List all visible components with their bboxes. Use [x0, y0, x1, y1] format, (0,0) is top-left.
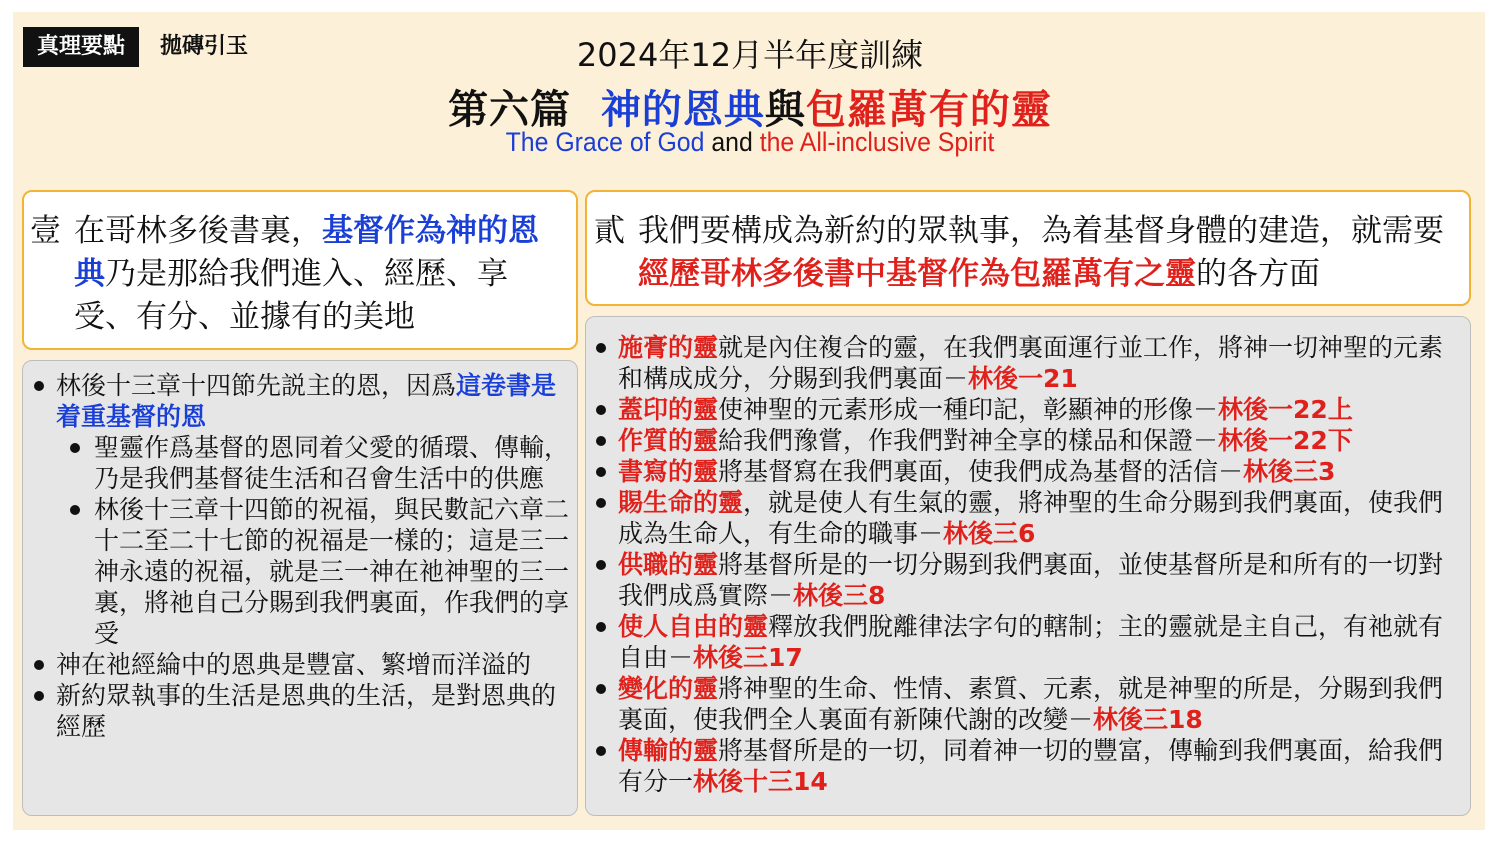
- right-heading-red: 經歷哥林多後書中基督作為包羅萬有之靈: [638, 256, 1196, 292]
- list-item: 林後十三章十四節先説主的恩，因爲這卷書是着重基督的恩: [30, 370, 575, 432]
- bullet-icon: [70, 505, 80, 515]
- right-heading-text: [638, 210, 1464, 296]
- title-red: 包羅萬有的靈: [805, 87, 1052, 133]
- bullet-icon: [596, 343, 606, 353]
- left-points-list: [30, 370, 575, 742]
- section-label: 拋磚引玉: [160, 34, 249, 59]
- list-item: 林後十三章十四節的祝福，與民數記六章二十二至二十七節的祝福是一樣的；這是三一神永遠的祝福，就是三一神在祂神聖的三一裏，將祂自己分賜到我們裏面，作我們的享受: [30, 494, 575, 649]
- list-item: 變化的靈將神聖的生命、性情、素質、元素，就是神聖的所是，分賜到我們裏面，使我們全人裏面有新陳代謝的改變－林後三18: [590, 673, 1465, 735]
- right-heading-b: 的各方面: [1196, 256, 1320, 292]
- right-heading-a: 我們要構成為新約的眾執事，為着基督身體的建造，就需要: [638, 213, 1444, 249]
- list-item: 賜生命的靈，就是使人有生氣的靈，將神聖的生命分賜到我們裏面，使我們成為生命人，有生命的職事－林後三6: [590, 487, 1465, 549]
- bullet-icon: [596, 746, 606, 756]
- list-item: 書寫的靈將基督寫在我們裏面，使我們成為基督的活信－林後三3: [590, 456, 1465, 487]
- english-title: [60, 127, 1440, 158]
- bullet-icon: [34, 381, 44, 391]
- english-title-blue: The Grace of God: [505, 127, 705, 157]
- left-heading-b: 乃是那給我們進入、經歷、享受、有分、並據有的美地: [74, 256, 508, 335]
- bullet-icon: [596, 498, 606, 508]
- right-heading-number: 貳: [594, 213, 625, 249]
- list-item: 作質的靈給我們豫嘗，作我們對神全享的樣品和保證－林後一22下: [590, 425, 1465, 456]
- english-title-red: the All-inclusive Spirit: [759, 127, 995, 157]
- list-item: 聖靈作爲基督的恩同着父愛的循環、傳輸，乃是我們基督徒生活和召會生活中的供應: [30, 432, 575, 494]
- list-item: 神在祂經綸中的恩典是豐富、繁增而洋溢的: [30, 649, 575, 680]
- bullet-icon: [596, 467, 606, 477]
- bullet-icon: [596, 622, 606, 632]
- right-points-list: [590, 332, 1465, 797]
- truth-points-badge: 真理要點: [23, 27, 139, 67]
- list-item: 供職的靈將基督所是的一切分賜到我們裏面，並使基督所是和所有的一切對我們成爲實際－林後三8: [590, 549, 1465, 611]
- english-title-mid: and: [704, 127, 760, 157]
- bullet-icon: [596, 436, 606, 446]
- bullet-icon: [596, 560, 606, 570]
- list-item: 施膏的靈就是內住複合的靈，在我們裏面運行並工作，將神一切神聖的元素和構成成分，分賜到我們裏面－林後一21: [590, 332, 1465, 394]
- left-heading-blue: 基督作為神的恩典: [74, 213, 539, 292]
- title-mid: 與: [764, 87, 806, 133]
- bullet-icon: [34, 660, 44, 670]
- left-heading-text: [74, 210, 568, 339]
- title-prefix: 第六篇: [448, 87, 572, 133]
- bullet-icon: [34, 691, 44, 701]
- left-heading-number: 壹: [30, 213, 61, 249]
- left-heading-a: 在哥林多後書裏，: [74, 213, 322, 249]
- list-item: 傳輸的靈將基督所是的一切，同着神一切的豐富，傳輸到我們裏面，給我們有分一林後十三14: [590, 735, 1465, 797]
- list-item: 使人自由的靈釋放我們脫離律法字句的轄制；主的靈就是主自己，有祂就有自由－林後三17: [590, 611, 1465, 673]
- bullet-icon: [70, 443, 80, 453]
- bullet-icon: [596, 684, 606, 694]
- list-item: 新約眾執事的生活是恩典的生活，是對恩典的經歷: [30, 680, 575, 742]
- title-blue: 神的恩典: [600, 87, 765, 133]
- bullet-icon: [596, 405, 606, 415]
- list-item: 蓋印的靈使神聖的元素形成一種印記，彰顯神的形像－林後一22上: [590, 394, 1465, 425]
- training-subtitle: 2024年12月半年度訓練: [576, 36, 924, 74]
